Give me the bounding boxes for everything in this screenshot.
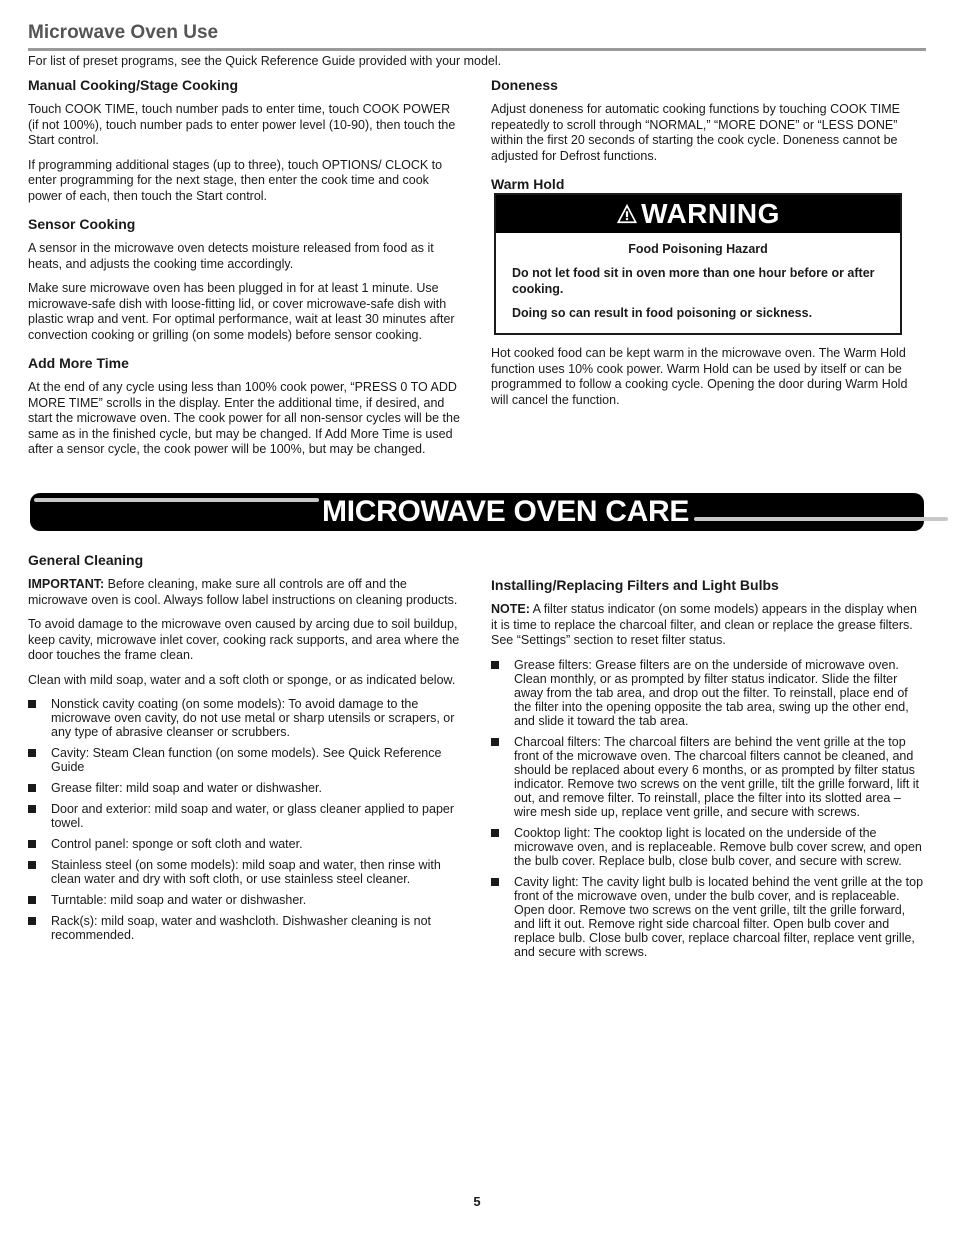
right-column-use [491,77,921,201]
sensor-cooking-heading: Sensor Cooking [28,216,136,232]
bullet-square-icon [28,840,36,848]
banner-stripe-left [34,498,319,502]
add-more-time-p1: At the end of any cycle using less than 100% cook power, “PRESS 0 TO ADD MORE TIME” scrolls in the display. Enter the additional time, if desired, and start the microwave oven. The cook power for all non-sensor cycles will be the same as in the finished cycle, but may be changed. If Add More Time is used after a sensor cycle, the cook power will be 100%, but may be changed. [28,380,460,456]
list-item: Grease filter: mild soap and water or dishwasher. [28,781,462,795]
list-item: Door and exterior: mild soap and water, or glass cleaner applied to paper towel. [28,802,462,830]
doneness-p1: Adjust doneness for automatic cooking functions by touching COOK TIME repeatedly to scroll through “NORMAL,” “MORE DONE” or “LESS DONE” within the first 20 seconds of starting the cook cycle. Doneness cannot be adjusted for Defrost functions. [491,102,901,163]
warm-hold-heading: Warm Hold [491,176,565,192]
list-item: Stainless steel (on some models): mild soap and water, then rinse with clean water and dry with soft cloth, or use stainless steel cleaner. [28,858,462,886]
manual-cooking-heading: Manual Cooking/Stage Cooking [28,77,239,93]
doneness-heading: Doneness [491,77,558,93]
bullet-square-icon [28,917,36,925]
warning-line1: Do not let food sit in oven more than one hour before or after cooking. [512,266,875,296]
important-paragraph [28,577,462,608]
general-cleaning-heading: General Cleaning [28,552,144,568]
section-divider [28,48,926,51]
bullet-square-icon [28,861,36,869]
list-item: Nonstick cavity coating (on some models): To avoid damage to the microwave oven cavity, do not use metal or sharp utensils or scrapers, or any type of abrasive cleanser or scrubbers. [28,697,462,739]
general-cleaning-p2: To avoid damage to the microwave oven caused by arcing due to soil buildup, keep cavity, microwave inlet cover, cooking rack supports, and area where the door touches the frame clean. [28,617,460,662]
note-label: NOTE: [491,602,530,616]
page-number: 5 [473,1194,481,1209]
bullet-square-icon [28,749,36,757]
bullet-square-icon [28,896,36,904]
bullet-square-icon [491,878,499,886]
list-item: Cavity light: The cavity light bulb is located behind the vent grille at the top front of the microwave oven, under the bulb cover, and is replaceable. Open door. Remove two screws on the vent grille, tilt the grille forward, and lift it out. Remove right side charcoal filter. Open bulb cover and replace bulb. Close bulb cover, replace charcoal filter, replace vent grille, and secure with screws. [491,875,924,959]
list-item: Grease filters: Grease filters are on the underside of microwave oven. Clean monthly, or as prompted by filter status indicator. Slide the filter away from the tab area, and drop out the filter. To reinstall, place end of the filter into the opening opposite the tab area, swing up the other end, and slide it toward the tab area. [491,658,924,728]
warm-hold-p1: Hot cooked food can be kept warm in the microwave oven. The Warm Hold function uses 10% cook power. Warm Hold can be used by itself or can be programmed to follow a cooking cycle. Opening the door during Warm Hold will cancel the function. [491,346,908,407]
note-text: A filter status indicator (on some models) appears in the display when it is time to replace the charcoal filter, and clean or replace the grease filters. See “Settings” section to reset filter status. [491,602,917,647]
filters-list [491,658,924,959]
left-column-care [28,552,462,949]
bullet-square-icon [28,784,36,792]
general-cleaning-p3: Clean with mild soap, water and a soft cloth or sponge, or as indicated below. [28,672,456,687]
warm-hold-text-block [491,346,921,417]
list-item: Cooktop light: The cooktop light is located on the underside of the microwave oven, and is replaceable. Remove bulb cover screw, and open the bulb cover. Replace bulb, close bulb cover, and secure with screw. [491,826,924,868]
list-item: Charcoal filters: The charcoal filters are behind the vent grille at the top front of the microwave oven. The charcoal filters cannot be cleaned, and should be replaced about every 6 months, or as prompted by filter status indicator. Remove two screws on the vent grille, tilt the grille forward, lift it out, and remove filter. To reinstall, place the filter into its slotted area – wire mesh side up, replace vent grille, and secure with screws. [491,735,924,819]
add-more-time-heading: Add More Time [28,355,129,371]
bullet-square-icon [28,805,36,813]
bullet-square-icon [491,738,499,746]
sensor-cooking-p1: A sensor in the microwave oven detects moisture released from food as it heats, and adjusts the cooking time accordingly. [28,241,434,271]
section-title: Microwave Oven Use [28,22,219,43]
list-item: Turntable: mild soap and water or dishwasher. [28,893,462,907]
warning-triangle-icon [616,203,638,225]
manual-cooking-p2: If programming additional stages (up to three), touch OPTIONS/ CLOCK to enter programming for the next stage, then enter the cook time and cook power of each, then touch the Start control. [28,157,443,203]
right-column-care [491,577,924,966]
filters-heading: Installing/Replacing Filters and Light Bulbs [491,577,779,593]
list-item: Cavity: Steam Clean function (on some models). See Quick Reference Guide [28,746,462,774]
list-item: Control panel: sponge or soft cloth and water. [28,837,462,851]
care-banner-title: MICROWAVE OVEN CARE [322,495,690,528]
warning-line2: Doing so can result in food poisoning or sickness. [512,306,813,320]
bullet-square-icon [491,829,499,837]
list-item: Rack(s): mild soap, water and washcloth. Dishwasher cleaning is not recommended. [28,914,462,942]
warning-box [494,193,902,335]
warning-header [496,195,900,233]
important-text: Before cleaning, make sure all controls are off and the microwave oven is cool. Always follow label instructions on cleaning products. [28,577,458,607]
left-column-use [28,77,462,467]
important-label: IMPORTANT: [28,577,105,591]
intro-text: For list of preset programs, see the Quick Reference Guide provided with your model. [28,54,502,68]
bullet-square-icon [28,700,36,708]
note-paragraph [491,602,924,649]
bullet-square-icon [491,661,499,669]
warning-hazard: Food Poisoning Hazard [628,242,768,256]
sensor-cooking-p2: Make sure microwave oven has been plugged in for at least 1 minute. Use microwave-safe dish with loose-fitting lid, or cover microwave-safe dish with plastic wrap and vent. For optimal performance, wait at least 30 minutes after convection cooking or grilling (on some models) before sensor cooking. [28,281,455,342]
care-banner [30,493,924,531]
warning-title: WARNING [641,198,780,229]
banner-stripe-right [694,517,948,521]
cleaning-list [28,697,462,942]
manual-cooking-p1: Touch COOK TIME, touch number pads to enter time, touch COOK POWER (if not 100%), touch number pads to enter power level (10-90), then touch the Start control. [28,102,456,147]
